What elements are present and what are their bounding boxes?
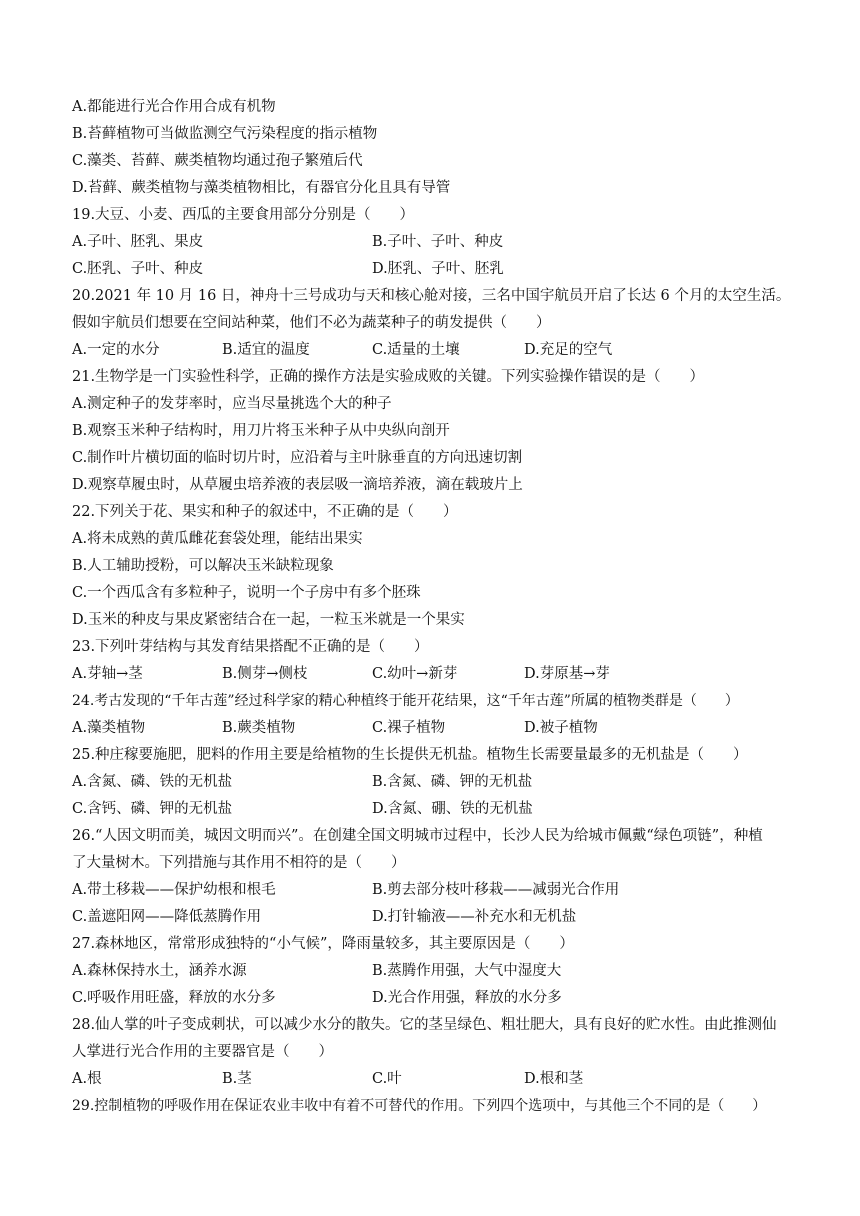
q23-option-b: B.侧芽→侧枝 [222,666,308,682]
q28-option-d: D.根和茎 [524,1071,584,1087]
q25-option-b: B.含氮、磷、钾的无机盐 [372,774,533,790]
q22-option-d: D.玉米的种皮与果皮紧密结合在一起，一粒玉米就是一个果实 [72,612,465,628]
q23-option-c: C.幼叶→新芽 [372,666,458,682]
q19-stem: 19.大豆、小麦、西瓜的主要食用部分分别是（ ） [72,207,415,223]
q29-stem: 29.控制植物的呼吸作用在保证农业丰收中有着不可替代的作用。下列四个选项中，与其他三个不同的是（ ） [72,1098,767,1114]
q26-option-b: B.剪去部分枝叶移栽——减弱光合作用 [372,882,620,898]
q25-stem: 25.种庄稼要施肥，肥料的作用主要是给植物的生长提供无机盐。植物生长需要量最多的无机盐是（ ） [72,747,748,763]
q19-option-b: B.子叶、子叶、种皮 [372,234,504,250]
q26-option-c: C.盖遮阳网——降低蒸腾作用 [72,909,262,925]
q24-option-a: A.藻类植物 [72,720,146,736]
q18-option-d: D.苔藓、蕨类植物与藻类植物相比，有器官分化且具有导管 [72,180,451,196]
q24-option-c: C.裸子植物 [372,720,446,736]
q22-option-c: C.一个西瓜含有多粒种子，说明一个子房中有多个胚珠 [72,585,421,601]
q26-option-d: D.打针输液——补充水和无机盐 [372,909,577,925]
q24-option-d: D.被子植物 [524,720,598,736]
q26-option-a: A.带土移栽——保护幼根和根毛 [72,882,276,898]
q21-option-b: B.观察玉米种子结构时，用刀片将玉米种子从中央纵向剖开 [72,423,450,439]
q26-stem-line-1: 26.“人因文明而美，城因文明而兴”。在创建全国文明城市过程中，长沙人民为给城市佩戴“绿色项链”，种植 [72,828,763,844]
q19-option-a: A.子叶、胚乳、果皮 [72,234,204,250]
q20-option-a: A.一定的水分 [72,342,160,358]
q18-option-c: C.藻类、苔藓、蕨类植物均通过孢子繁殖后代 [72,153,363,169]
q22-option-b: B.人工辅助授粉，可以解决玉米缺粒现象 [72,558,334,574]
q24-option-b: B.蕨类植物 [222,720,296,736]
q20-stem-line-2: 假如宇航员们想要在空间站种菜，他们不必为蔬菜种子的萌发提供（ ） [72,315,551,331]
q25-option-c: C.含钙、磷、钾的无机盐 [72,801,233,817]
q18-option-b: B.苔藓植物可当做监测空气污染程度的指示植物 [72,126,378,142]
q27-option-a: A.森林保持水土，涵养水源 [72,963,247,979]
q23-option-d: D.芽原基→芽 [524,666,610,682]
q20-option-b: B.适宜的温度 [222,342,310,358]
q25-option-d: D.含氮、硼、铁的无机盐 [372,801,533,817]
q28-stem-line-1: 28.仙人掌的叶子变成刺状，可以减少水分的散失。它的茎呈绿色、粗壮肥大，具有良好的贮水性。由此推测仙 [72,1017,777,1033]
q27-option-d: D.光合作用强，释放的水分多 [372,990,562,1006]
q28-option-b: B.茎 [222,1071,252,1087]
q19-option-d: D.胚乳、子叶、胚乳 [372,261,504,277]
q23-stem: 23.下列叶芽结构与其发育结果搭配不正确的是（ ） [72,639,429,655]
q20-option-c: C.适量的土壤 [372,342,460,358]
q20-option-d: D.充足的空气 [524,342,613,358]
q18-option-a: A.都能进行光合作用合成有机物 [72,99,276,115]
q21-stem: 21.生物学是一门实验性科学，正确的操作方法是实验成败的关键。下列实验操作错误的是（ ） [72,369,705,385]
q28-option-c: C.叶 [372,1071,402,1087]
q27-option-b: B.蒸腾作用强，大气中湿度大 [372,963,562,979]
q21-option-a: A.测定种子的发芽率时，应当尽量挑选个大的种子 [72,396,392,412]
q28-option-a: A.根 [72,1071,102,1087]
q19-option-c: C.胚乳、子叶、种皮 [72,261,204,277]
q25-option-a: A.含氮、磷、铁的无机盐 [72,774,233,790]
q28-stem-line-2: 人掌进行光合作用的主要器官是（ ） [72,1044,333,1060]
q23-option-a: A.芽轴→茎 [72,666,143,682]
q20-stem-line-1: 20.2021 年 10 月 16 日，神舟十三号成功与天和核心舱对接，三名中国宇航员开启了长达 6 个月的太空生活。 [72,288,791,304]
q26-stem-line-2: 了大量树木。下列措施与其作用不相符的是（ ） [72,855,406,871]
q27-stem: 27.森林地区，常常形成独特的“小气候”，降雨量较多，其主要原因是（ ） [72,936,574,952]
q21-option-d: D.观察草履虫时，从草履虫培养液的表层吸一滴培养液，滴在载玻片上 [72,477,523,493]
q21-option-c: C.制作叶片横切面的临时切片时，应沿着与主叶脉垂直的方向迅速切割 [72,450,523,466]
q27-option-c: C.呼吸作用旺盛，释放的水分多 [72,990,276,1006]
q22-option-a: A.将未成熟的黄瓜雌花套袋处理，能结出果实 [72,531,363,547]
q24-stem: 24.考古发现的“千年古莲”经过科学家的精心种植终于能开花结果，这“千年古莲”所属的植物类群是（ ） [72,693,739,709]
q22-stem: 22.下列关于花、果实和种子的叙述中，不正确的是（ ） [72,504,458,520]
